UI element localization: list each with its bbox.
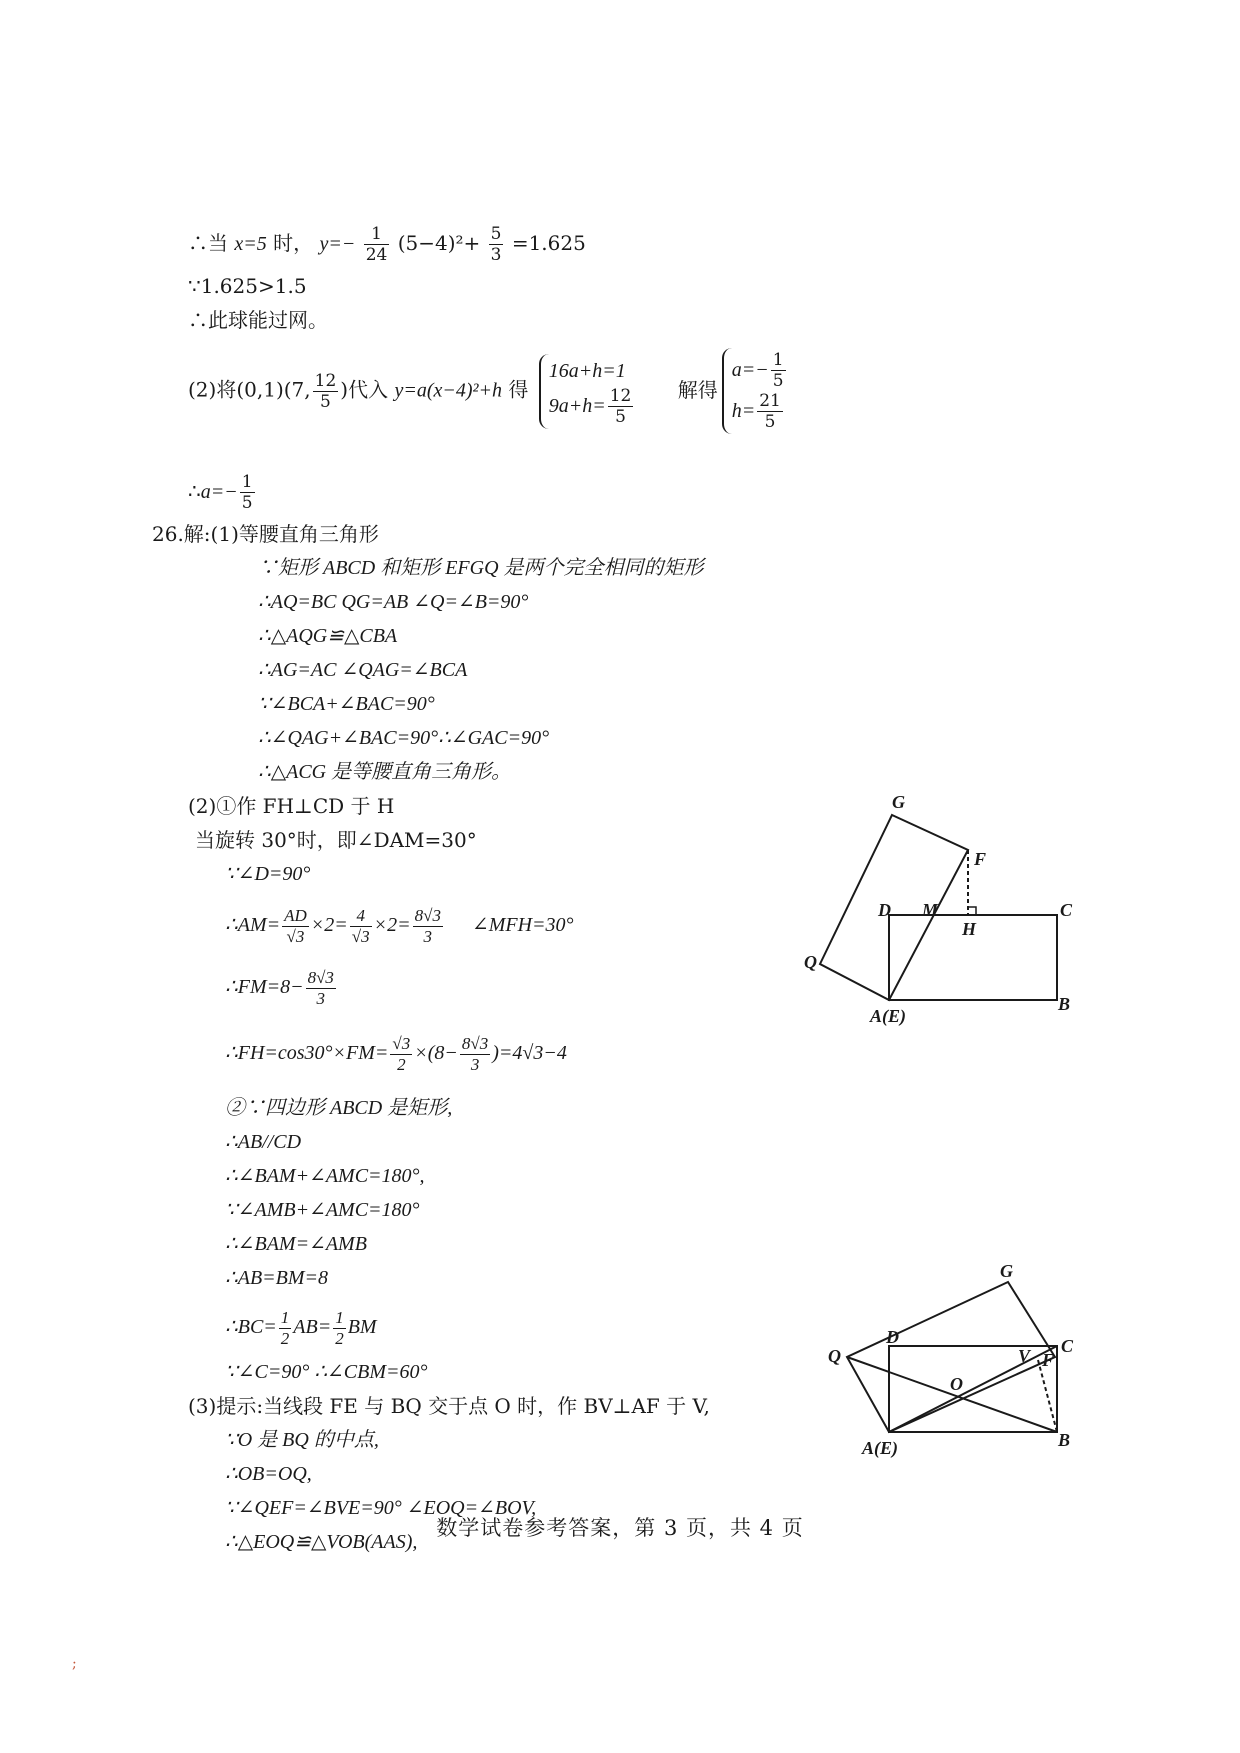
page-footer: 数学试卷参考答案，第 3 页，共 4 页: [436, 1516, 804, 1540]
part2-line: ∴∠BAM=∠AMB: [225, 1233, 367, 1255]
text: 解得: [677, 377, 718, 402]
fraction: $\frac{1}{5}$: [772, 350, 784, 391]
math-text: x=5: [234, 233, 267, 255]
text: ∴BC=: [225, 1316, 277, 1339]
corner-mark: ;: [72, 1656, 77, 1672]
equation-system: [539, 354, 636, 429]
fraction: $\frac{12}{5}$: [609, 385, 632, 427]
part2-fm-line: [225, 968, 338, 1009]
part2-line: ∵∠AMB+∠AMC=180°: [225, 1199, 420, 1221]
text: (2)将(0,1)(7,: [188, 377, 311, 402]
part2-line: 当旋转 30°时，即∠DAM=30°: [195, 828, 477, 852]
part3-line: ∴△EOQ≌△VOB(AAS),: [225, 1531, 418, 1553]
part2-bc-line: [225, 1308, 377, 1349]
fraction: $\frac{1}{5}$: [241, 472, 253, 513]
fraction: $\frac{1}{24}$: [365, 224, 388, 265]
label-V: V: [1018, 1346, 1031, 1366]
line-y-at-x5: [188, 224, 586, 265]
equation: 9a+h=: [548, 394, 606, 417]
line-a-result: [188, 472, 257, 513]
label-B: B: [1058, 994, 1071, 1014]
text: ×(8−: [414, 1042, 458, 1065]
part3-line: (3)提示:当线段 FE 与 BQ 交于点 O 时，作 BV⊥AF 于 V,: [188, 1394, 710, 1418]
text: ∴FM=8−: [225, 976, 304, 999]
label-Q: Q: [804, 952, 817, 972]
part2-line: ∴∠BAM+∠AMC=180°,: [225, 1165, 425, 1187]
label-G: G: [1000, 1261, 1013, 1281]
label-AE: A(E): [870, 1006, 906, 1026]
fraction: $\frac{5}{3}$: [490, 224, 502, 265]
part2-fh-line: [225, 1034, 567, 1075]
text: BM: [347, 1316, 377, 1339]
text: ∠MFH=30°: [471, 914, 574, 937]
label-Q: Q: [828, 1346, 841, 1366]
fraction: $\frac{√3}{2}$: [392, 1034, 411, 1074]
label-M: M: [922, 900, 939, 920]
text: AB=: [293, 1316, 332, 1339]
q26-line: ∵矩形 ABCD 和矩形 EFGQ 是两个完全相同的矩形: [258, 557, 704, 579]
label-C: C: [1060, 900, 1073, 920]
q26-line: ∴∠QAG+∠BAC=90°∴∠GAC=90°: [258, 727, 550, 749]
text: ∴: [188, 479, 201, 503]
math-text: a=−: [200, 481, 238, 503]
text: ∴AM=: [225, 914, 281, 937]
part2-line: ∴AB//CD: [225, 1131, 302, 1153]
line-substitution: [188, 348, 788, 434]
label-D: D: [886, 1327, 899, 1347]
q26-line: ∴△AQG≌△CBA: [258, 625, 398, 647]
fraction: $\frac{8√3}{3}$: [461, 1034, 489, 1074]
part2-line: ∵∠C=90° ∴∠CBM=60°: [225, 1361, 428, 1383]
fraction: $\frac{1}{2}$: [335, 1308, 344, 1348]
part2-am-line: [225, 906, 574, 947]
fraction: $\frac{AD}{√3}$: [284, 906, 307, 946]
text: )=4√3−4: [492, 1042, 567, 1065]
label-B: B: [1058, 1430, 1071, 1450]
fraction: $\frac{1}{2}$: [280, 1308, 290, 1348]
q26-heading: 26.解:(1)等腰直角三角形: [152, 522, 379, 546]
text: (5−4)²+: [397, 231, 481, 255]
label-H: H: [962, 919, 977, 939]
text: )代入: [340, 377, 389, 402]
fraction: $\frac{8√3}{3}$: [414, 906, 441, 946]
fraction: $\frac{21}{5}$: [759, 391, 781, 432]
equation: 16a+h=1: [548, 359, 626, 382]
q26-line: ∵∠BCA+∠BAC=90°: [258, 693, 435, 715]
part2-line: ②∵四边形 ABCD 是矩形,: [225, 1097, 453, 1119]
fraction: $\frac{8√3}{3}$: [307, 968, 334, 1008]
label-C: C: [1061, 1336, 1074, 1356]
part3-line: ∵O 是 BQ 的中点,: [225, 1429, 379, 1451]
solution-system: [722, 348, 788, 434]
q26-line: ∴△ACG 是等腰直角三角形。: [258, 761, 512, 783]
text: 得: [508, 377, 529, 402]
line-conclusion: ∴此球能过网。: [188, 308, 328, 332]
label-AE: A(E): [862, 1438, 898, 1458]
label-O: O: [950, 1374, 963, 1394]
label-G: G: [892, 792, 905, 812]
math-text: y=−: [319, 233, 356, 255]
text: ×2=: [310, 914, 348, 937]
line-compare: ∵1.625>1.5: [188, 274, 307, 298]
part2-line: ∴AB=BM=8: [225, 1267, 329, 1289]
text: =1.625: [511, 231, 586, 255]
equation: a=−: [731, 359, 769, 381]
q26-line: ∴AG=AC ∠QAG=∠BCA: [258, 659, 468, 681]
label-D: D: [878, 900, 891, 920]
math-text: y=a(x−4)²+h: [394, 379, 503, 402]
part3-line: ∵∠QEF=∠BVE=90° ∠EOQ=∠BOV,: [225, 1497, 537, 1519]
q26-line: ∴AQ=BC QG=AB ∠Q=∠B=90°: [258, 591, 529, 613]
part2-line: (2)①作 FH⊥CD 于 H: [188, 794, 395, 818]
part2-line: ∵∠D=90°: [225, 863, 311, 885]
fraction: $\frac{12}{5}$: [314, 370, 337, 412]
text: ×2=: [373, 914, 411, 937]
equation: h=: [731, 400, 756, 422]
label-F: F: [974, 849, 987, 869]
fraction: $\frac{4}{√3}$: [351, 906, 370, 946]
text: ∴FH=cos30°×FM=: [225, 1042, 389, 1065]
label-F: F: [1042, 1350, 1055, 1370]
text: ∴当: [188, 231, 228, 255]
part3-line: ∴OB=OQ,: [225, 1463, 312, 1485]
text: 时，: [273, 231, 314, 255]
